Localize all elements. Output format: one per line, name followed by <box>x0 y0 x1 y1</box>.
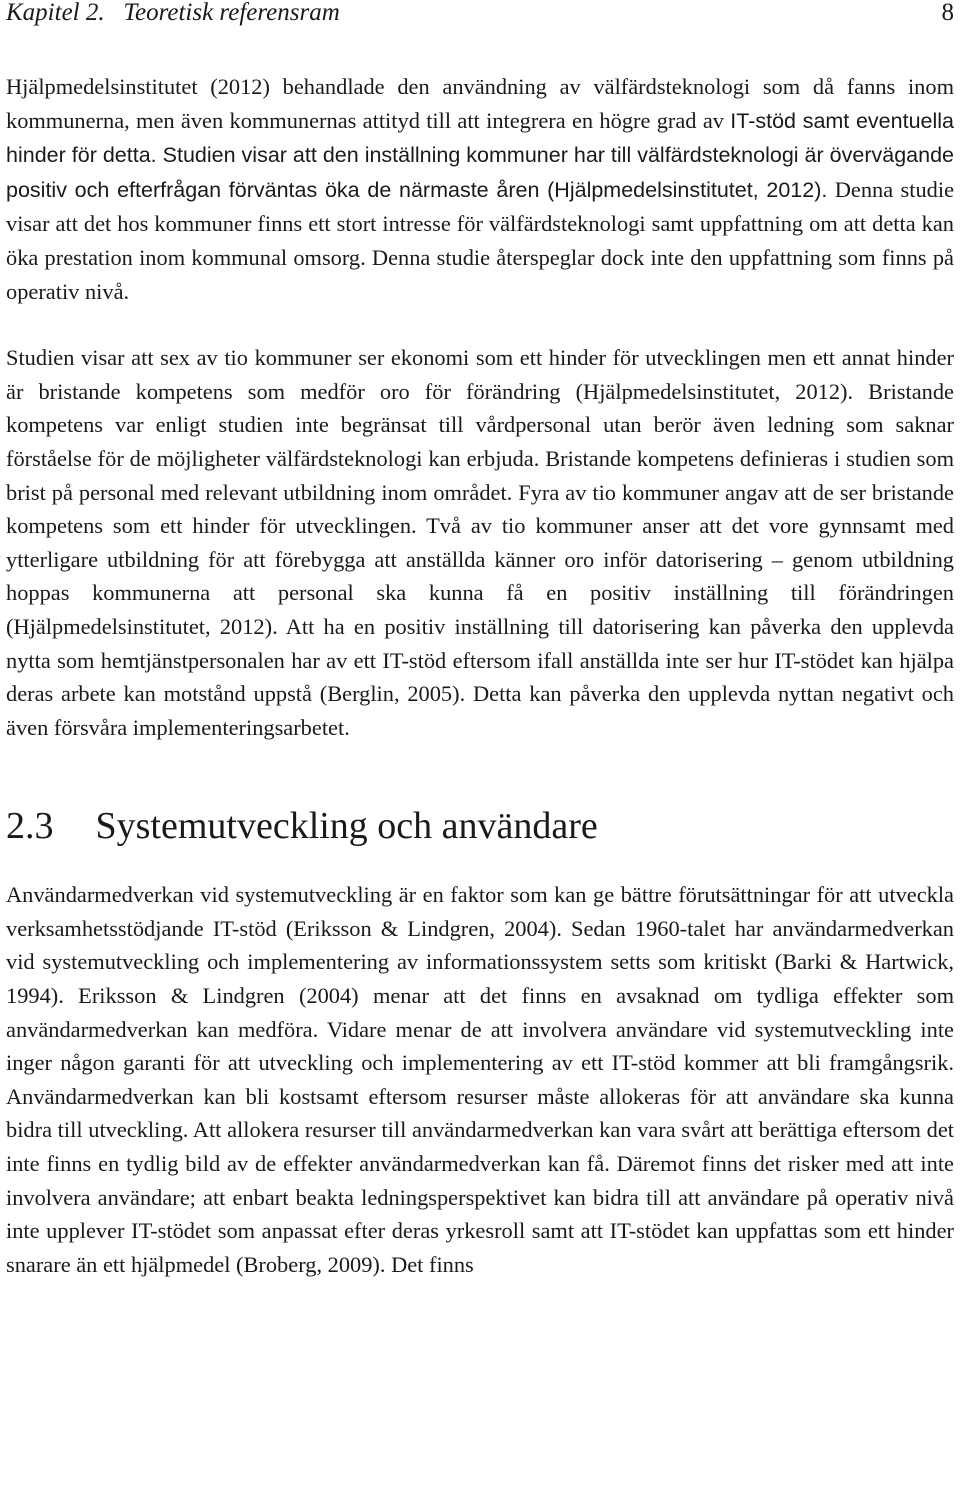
running-header-title <box>6 0 340 28</box>
paragraph-3: Användarmedverkan vid systemutveckling är en faktor som kan ge bättre förutsättningar för att utveckla verksamhetsstödjande IT-stöd (Eriksson & Lindgren, 2004). Sedan 1960-talet har användarmedverkan vid systemutveckling och implementering av informationssystem setts som kritiskt (Barki & Hartwick, 1994). Eriksson & Lindgren (2004) menar att det finns en avsaknad om tydliga effekter som användarmedverkan kan medföra. Vidare menar de att involvera användare vid systemutveckling inte inger någon garanti för att utveckling och implementering av ett IT-stöd kommer att bli framgångsrik. Användarmedverkan kan bli kostsamt eftersom resurser måste allokeras för att användare ska kunna bidra till utveckling. Att allokera resurser till användarmedverkan kan vara svårt att berättiga eftersom det inte finns en tydlig bild av de effekter användarmedverkan kan få. Däremot finns det risker med att inte involvera användare; att enbart beakta ledningsperspektivet kan bidra till att användare på operativ nivå inte upplever IT-stödet som anpassat efter deras yrkesroll samt att IT-stödet kan uppfattas som ett hinder snarare än ett hjälpmedel (Broberg, 2009). Det finns <box>6 882 954 1277</box>
page-number: 8 <box>941 0 954 26</box>
page-body <box>6 70 954 1281</box>
section-title: Systemutveckling och användare <box>95 805 598 848</box>
paragraph-1-sans-segment: IT-stöd samt eventuella hinder för detta. Studien visar att den inställning kommuner har till välfärdsteknologi är övervägande positiv och efterfrågan förväntas öka de närmaste åren (Hjälpmedelsinstitutet, 2012). <box>6 108 954 202</box>
chapter-title: Teoretisk referensram <box>123 0 340 26</box>
paragraph-1 <box>6 70 954 308</box>
paragraph-spacer <box>6 308 954 341</box>
chapter-label: Kapitel 2. <box>6 0 105 26</box>
paragraph-1-serif-end: Denna studie visar att det hos kommuner finns ett stort intresse för välfärdsteknologi samt uppfattning om att detta kan öka prestation inom kommunal omsorg. Denna studie återspeglar dock inte den uppfattning som finns på operativ nivå. <box>6 176 955 304</box>
section-heading <box>6 804 954 848</box>
running-header <box>6 0 954 28</box>
paragraph-2: Studien visar att sex av tio kommuner ser ekonomi som ett hinder för utvecklingen men ett annat hinder är bristande kompetens som medför oro för förändring (Hjälpmedelsinstitutet, 2012). Bristande kompetens var enligt studien inte begränsat till vårdpersonal utan berör även ledning som saknar förståelse för de möjligheter välfärdsteknologi kan erbjuda. Bristande kompetens definieras i studien som brist på personal med relevant utbildning inom området. Fyra av tio kommuner angav att de ser bristande kompetens som ett hinder för utvecklingen. Två av tio kommuner anser att det vore gynnsamt med ytterligare utbildning för att förebygga att anställda känner oro inför datorisering – genom utbildning hoppas kommunerna att personal ska kunna få en positiv inställning till förändringen (Hjälpmedelsinstitutet, 2012). Att ha en positiv inställning till datorisering kan påverka den upplevda nytta som hemtjänstpersonalen har av ett IT-stöd eftersom ifall anställda inte ser hur IT-stödet kan hjälpa deras arbete kan motstånd uppstå (Berglin, 2005). Detta kan påverka den upplevda nyttan negativt och även försvåra implementeringsarbetet. <box>6 345 954 740</box>
paragraph-1-serif-start: Hjälpmedelsinstitutet (2012) behandlade den användning av välfärdsteknologi som då fanns inom kommunerna, men även kommunernas attityd till att integrera en högre grad av <box>6 74 954 133</box>
section-number: 2.3 <box>6 805 54 848</box>
